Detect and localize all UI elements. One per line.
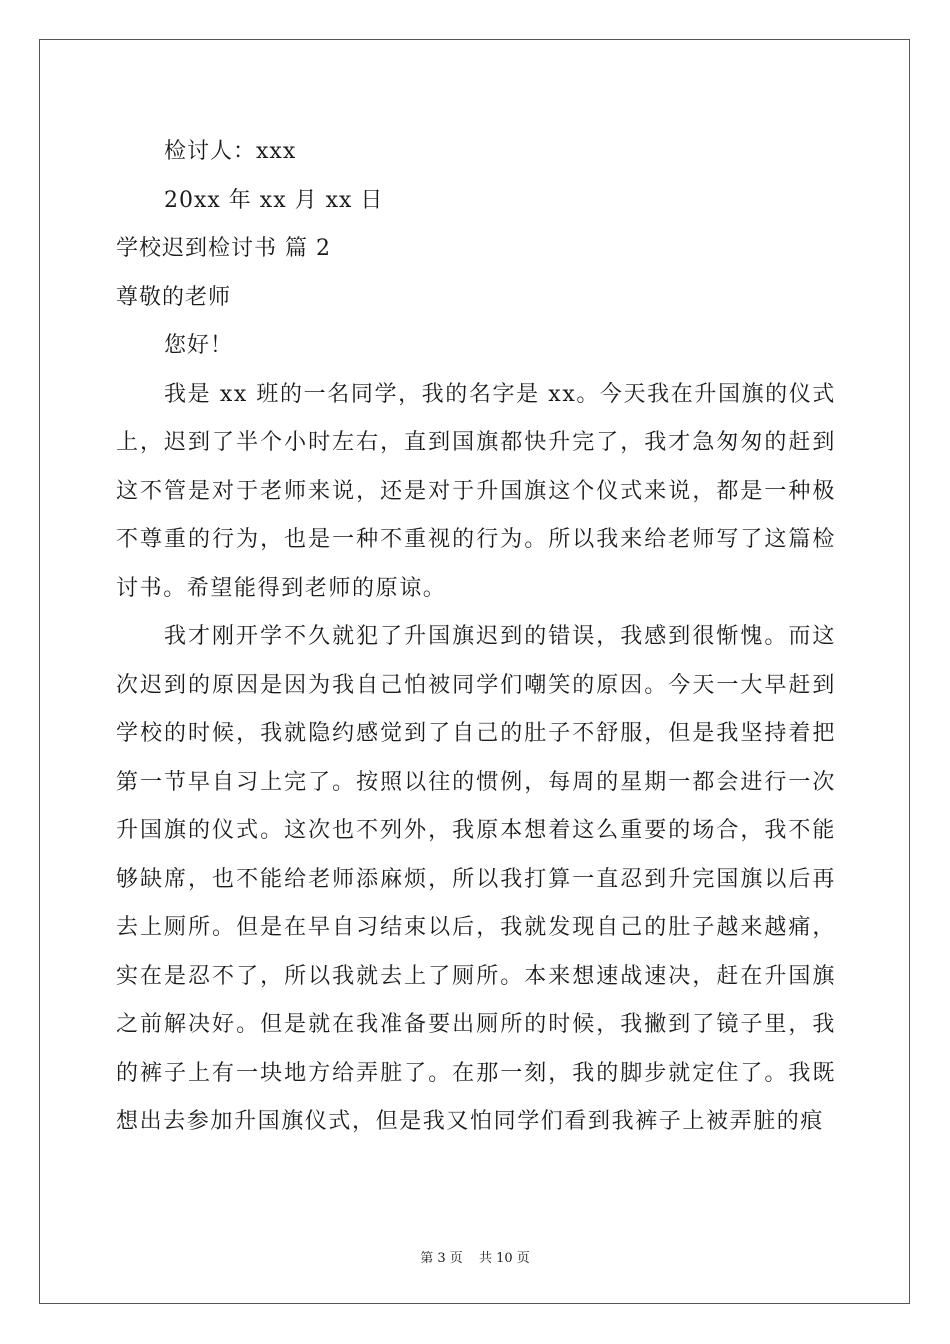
reviewer-line: 检讨人：xxx [164,139,297,164]
section-title: 学校迟到检讨书 篇 2 [116,236,331,261]
page-total: 共 10 页 [478,1251,530,1266]
paragraph: 我才刚开学不久就犯了升国旗迟到的错误，我感到很惭愧。而这次迟到的原因是因为我自己怕被同学们嘲笑的原因。今天一大早赶到学校的时候，我就隐约感觉到了自己的肚子不舒服，但是我坚持着把第一节早自习上完了。按照以往的惯例，每周的星期一都会进行一次升国旗的仪式。这次也不列外，我原本想着这么重要的场合，我不能够缺席，也不能给老师添麻烦，所以我打算一直忍到升完国旗以后再去上厕所。但是在早自习结束以后，我就发现自己的肚子越来越痛，实在是忍不了，所以我就去上了厕所。本来想速战速决，赶在升国旗之前解决好。但是就在我准备要出厕所的时候，我撇到了镜子里，我的裤子上有一块地方给弄脏了。在那一刻，我的脚步就定住了。我既想出去参加升国旗仪式，但是我又怕同学们看到我裤子上被弄脏的痕 [116,624,836,1134]
date-line: 20xx 年 xx 月 xx 日 [164,187,384,213]
greeting: 您好！ [164,333,234,358]
page-number: 第 3 页 [420,1251,463,1266]
page-footer [0,1247,950,1266]
document-body [116,128,836,1147]
salutation: 尊敬的老师 [116,284,232,310]
paragraph: 我是 xx 班的一名同学，我的名字是 xx。今天我在升国旗的仪式上，迟到了半个小时左右，直到国旗都快升完了，我才急匆匆的赶到这不管是对于老师来说，还是对于升国旗这个仪式来说，都是一种极不尊重的行为，也是一种不重视的行为。所以我来给老师写了这篇检讨书。希望能得到老师的原谅。 [116,381,836,601]
